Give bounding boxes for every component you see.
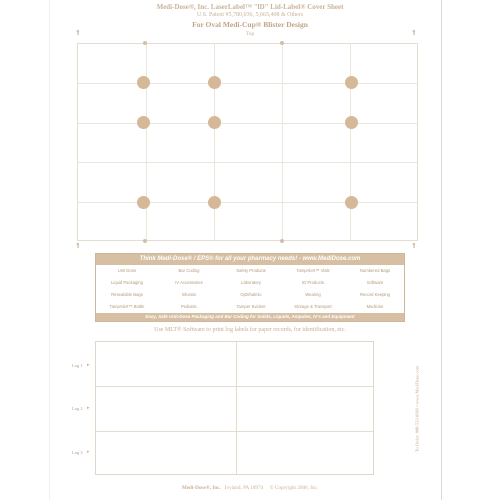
grid-line xyxy=(78,202,417,203)
patent-line: U.S. Patent #5,780,036, 5,665,408 & Others xyxy=(196,12,304,18)
grid-line xyxy=(146,44,147,240)
top-left-arrow-icon: ⇑ xyxy=(75,29,81,37)
ad-product-item: Pediatric xyxy=(180,304,198,309)
blister-dot xyxy=(345,116,358,129)
ad-product-item: Bar Coding xyxy=(178,268,200,273)
arrow-right-icon: ▸ xyxy=(87,449,90,455)
ad-footer: Easy, Safe Unit-Dose Packaging and Bar Coding for Solids, Liquids, Ampules, IV's and Equipment xyxy=(96,313,404,321)
ad-product-item: Ophthalmic xyxy=(240,292,262,297)
ad-product-item: TampAlert™ Bottle xyxy=(109,304,145,309)
blister-dot xyxy=(208,116,221,129)
ad-product-item: Storage & Transport xyxy=(294,304,332,309)
ad-product-item: ID Products xyxy=(302,280,324,285)
grid-line xyxy=(78,162,417,163)
ad-product-item: Wearing xyxy=(305,292,321,297)
log-label-2: Log 2 xyxy=(72,406,83,411)
grid-line xyxy=(350,44,351,240)
grid-line xyxy=(78,83,417,84)
ad-product-item: IV Accessories xyxy=(175,280,203,285)
sheet-title: Medi-Dose®, Inc. LaserLabel™ "lD" Lid-Label® Cover Sheet xyxy=(156,3,344,11)
top-label: Top xyxy=(245,31,255,37)
ad-product-item: Software xyxy=(366,280,384,285)
ad-product-item: Unit Dose xyxy=(117,268,137,273)
footer-company: Medi-Dose®, Inc. xyxy=(181,485,221,491)
ad-product-item: Resealable Bags xyxy=(111,292,143,297)
ad-product-item: Tamper Evident xyxy=(236,304,266,309)
grid-line xyxy=(236,342,237,474)
registration-mark xyxy=(143,41,147,45)
grid-line xyxy=(214,44,215,240)
ad-product-item: Numbered Bags xyxy=(359,268,391,273)
blister-dot xyxy=(137,116,150,129)
ad-product-item: Liquid Packaging xyxy=(111,280,143,285)
bottom-right-arrow-icon: ⇑ xyxy=(411,242,417,250)
ad-product-item: Infusion xyxy=(181,292,197,297)
bottom-left-arrow-icon: ⇑ xyxy=(75,242,81,250)
log-label-3: Log 3 xyxy=(72,450,83,455)
sheet-right-edge xyxy=(441,0,442,500)
grid-line xyxy=(96,386,373,387)
log-label-grid xyxy=(95,341,374,475)
grid-line xyxy=(96,431,373,432)
log-label-1: Log 1 xyxy=(72,363,83,368)
page-footer xyxy=(60,485,440,491)
order-info-text: To Order: 800-523-8966 • www.MediDose.com xyxy=(414,365,420,453)
footer-address: Ivyland, PA 18974 xyxy=(224,485,264,491)
registration-mark xyxy=(280,41,284,45)
software-note: Use MLT® Software to print log labels for paper records, for identification, etc. xyxy=(154,327,346,333)
arrow-right-icon: ▸ xyxy=(87,362,90,368)
ad-product-item: Record Keeping xyxy=(359,292,391,297)
top-right-arrow-icon: ⇑ xyxy=(411,29,417,37)
grid-line xyxy=(282,44,283,240)
ad-product-item: Safety Products xyxy=(236,268,266,273)
ad-headline: Think Medi-Dose® / EPS® for all your pharmacy needs! - www.MediDose.com xyxy=(96,254,404,265)
ad-product-item: Laboratory xyxy=(240,280,262,285)
ad-product-item: Medicine xyxy=(366,304,384,309)
arrow-right-icon: ▸ xyxy=(87,405,90,411)
registration-mark xyxy=(280,239,284,243)
blister-dot xyxy=(208,196,221,209)
blister-dot xyxy=(137,76,150,89)
blister-dot xyxy=(208,76,221,89)
grid-line xyxy=(78,123,417,124)
blister-dot xyxy=(345,76,358,89)
blister-label-grid xyxy=(77,43,418,241)
product-ad-box xyxy=(95,253,405,322)
order-info-vertical xyxy=(412,344,422,474)
ad-product-item: TampAlert™ Vials xyxy=(296,268,330,273)
registration-mark xyxy=(143,239,147,243)
footer-copyright: © Copyright 2006, Inc. xyxy=(269,485,319,491)
design-title: For Oval Medi-Cup® Blister Design xyxy=(192,20,308,29)
blister-dot xyxy=(137,196,150,209)
blister-dot xyxy=(345,196,358,209)
